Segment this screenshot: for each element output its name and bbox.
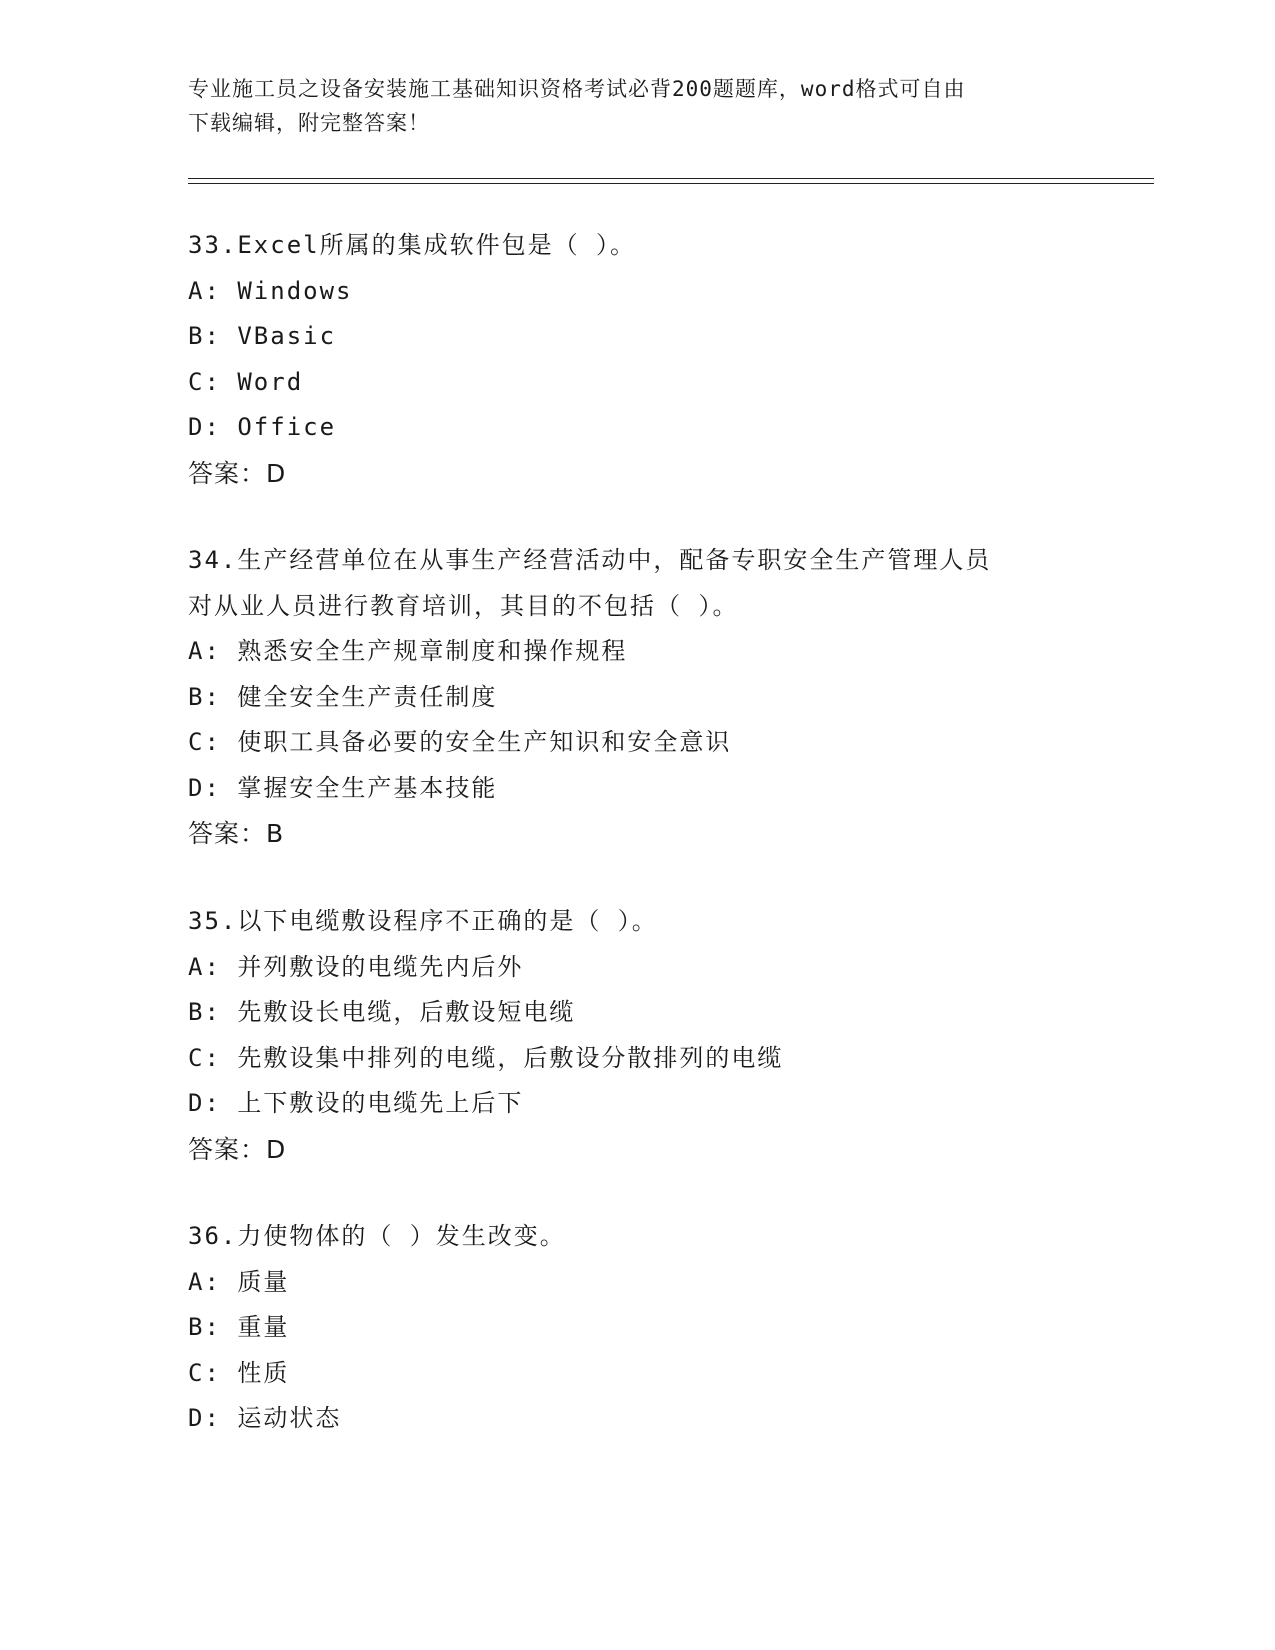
option-d: D: Office <box>188 413 337 441</box>
answer-value: D <box>266 458 287 488</box>
option-c: C: 使职工具备必要的安全生产知识和安全意识 <box>188 728 732 756</box>
question-34 <box>188 538 1088 857</box>
question-text: 33.Excel所属的集成软件包是（ ）。 <box>188 231 637 259</box>
header-divider-bottom <box>188 183 1154 184</box>
option-c: C: 先敷设集中排列的电缆，后敷设分散排列的电缆 <box>188 1043 784 1072</box>
answer-value: B <box>266 819 285 848</box>
answer-line <box>188 1127 1088 1173</box>
answer-value: D <box>266 1134 287 1164</box>
option-b: B: VBasic <box>188 322 337 350</box>
question-33 <box>188 223 1088 496</box>
answer-line <box>188 451 1088 497</box>
question-text: 35.以下电缆敷设程序不正确的是（ ）。 <box>188 907 658 935</box>
question-text: 34.生产经营单位在从事生产经营活动中，配备专职安全生产管理人员 <box>188 546 992 574</box>
option-a: A: Windows <box>188 276 353 305</box>
option-a: A: 熟悉安全生产规章制度和操作规程 <box>188 637 628 665</box>
header-line-1: 专业施工员之设备安装施工基础知识资格考试必背200题题库，word格式可自由 <box>188 77 966 101</box>
option-d: D: 掌握安全生产基本技能 <box>188 773 498 802</box>
answer-line <box>188 811 1088 857</box>
option-b: B: 健全安全生产责任制度 <box>188 682 498 711</box>
option-d: D: 运动状态 <box>188 1404 342 1432</box>
question-text-cont: 对从业人员进行教育培训，其目的不包括（ ）。 <box>188 591 739 620</box>
question-35 <box>188 899 1088 1172</box>
option-b: B: 重量 <box>188 1313 290 1341</box>
option-d: D: 上下敷设的电缆先上后下 <box>188 1089 524 1117</box>
option-a: A: 质量 <box>188 1267 290 1296</box>
answer-label: 答案： <box>188 819 267 848</box>
option-c: C: 性质 <box>188 1358 290 1387</box>
question-text: 36.力使物体的（ ）发生改变。 <box>188 1222 566 1250</box>
option-c: C: Word <box>188 367 304 396</box>
option-b: B: 先敷设长电缆，后敷设短电缆 <box>188 998 576 1026</box>
header-divider-top <box>188 178 1154 179</box>
answer-label: 答案： <box>188 1134 267 1164</box>
answer-label: 答案： <box>188 458 267 488</box>
option-a: A: 并列敷设的电缆先内后外 <box>188 952 524 981</box>
document-header <box>188 72 1088 140</box>
header-line-2: 下载编辑，附完整答案！ <box>188 111 430 135</box>
question-36 <box>188 1214 1088 1442</box>
